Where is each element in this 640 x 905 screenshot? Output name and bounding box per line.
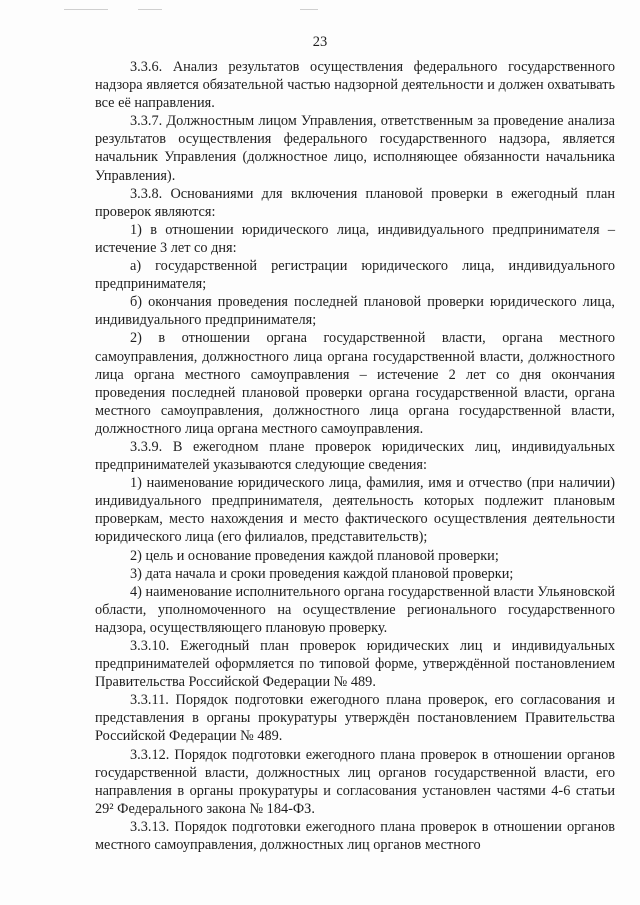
paragraph-text: 1) в отношении юридического лица, индивидуального предпринимателя – истечение 3 лет со дня: [95, 221, 615, 256]
paragraph-text: 2) в отношении органа государственной власти, органа местного самоуправления, должностного лица органа государственной власти, должностного лица органа местного самоуправления – истечение 2 лет со дня окончания проведения последней плановой проверки органа государственной власти, органа местного самоуправления, должностного лица органа государственной власти, должностного лица органа местного самоуправления. [95, 330, 615, 437]
paragraph-text: б) окончания проведения последней плановой проверки юридического лица, индивидуального предпринимателя; [95, 294, 615, 329]
paragraph [95, 293, 615, 329]
scan-artifact [138, 9, 162, 10]
paragraph [95, 637, 615, 691]
document-body [95, 58, 615, 854]
paragraph [95, 438, 615, 474]
clause-number: 3.3.10. [130, 638, 181, 654]
paragraph [95, 565, 615, 583]
paragraph [95, 691, 615, 745]
paragraph-text: а) государственной регистрации юридического лица, индивидуального предпринимателя; [95, 258, 615, 293]
paragraph [95, 58, 615, 112]
paragraph [95, 474, 615, 546]
paragraph [95, 185, 615, 221]
paragraph-text: 1) наименование юридического лица, фамилия, имя и отчество (при наличии) индивидуального предпринимателя, деятельность которых подлежит плановым проверкам, место нахождения и место фактического осуществления деятельности юридического лица (его филиалов, представительств); [95, 475, 615, 546]
paragraph-text: 4) наименование исполнительного органа государственной власти Ульяновской области, уполномоченного на осуществление регионального государственного надзора, осуществляющего плановую проверку. [95, 583, 615, 636]
paragraph-text: Порядок подготовки ежегодного плана проверок, его согласования и представления в органы прокуратуры утверждён постановлением Правительства Российской Федерации № 489. [95, 692, 615, 745]
clause-number: 3.3.7. [130, 113, 167, 130]
clause-number: 3.3.9. [130, 438, 173, 455]
paragraph-text: 2) цель и основание проведения каждой плановой проверки; [130, 547, 499, 564]
scan-artifact [300, 9, 318, 10]
paragraph [95, 547, 615, 565]
paragraph-text: Ежегодный план проверок юридических лиц и индивидуальных предпринимателей оформляется по типовой форме, утверждённой постановлением Правительства Российской Федерации № 489. [95, 638, 616, 691]
paragraph-text: Анализ результатов осуществления федерального государственного надзора является обязательной частью надзорной деятельности и должен охватывать все её направления. [95, 59, 615, 112]
paragraph [95, 746, 615, 818]
paragraph [95, 818, 615, 854]
clause-number: 3.3.6. [130, 59, 173, 75]
clause-number: 3.3.12. [130, 746, 175, 763]
page-number: 23 [312, 34, 328, 50]
paragraph-text: 3) дата начала и сроки проведения каждой плановой проверки; [130, 565, 514, 582]
paragraph-text: Порядок подготовки ежегодного плана проверок в отношении органов государственной власти, должностных лиц органов государственной власти, его направления в органы прокуратуры и согласования установлен частями 4-6 статьи 29² Федерального закона № 184-ФЗ. [95, 746, 615, 817]
paragraph [95, 329, 615, 438]
scan-artifact [64, 9, 108, 10]
clause-number: 3.3.11. [130, 692, 176, 709]
clause-number: 3.3.13. [130, 818, 175, 835]
paragraph [95, 112, 615, 184]
paragraph-text: В ежегодном плане проверок юридических лиц, индивидуальных предпринимателей указываются следующие сведения: [95, 438, 615, 474]
paragraph-text: Порядок подготовки ежегодного плана проверок в отношении органов местного самоуправления, должностных лиц органов местного [95, 818, 615, 854]
paragraph [95, 257, 615, 293]
paragraph-text: Основаниями для включения плановой проверки в ежегодный план проверок являются: [95, 185, 615, 220]
paragraph [95, 221, 615, 257]
clause-number: 3.3.8. [130, 185, 171, 202]
paragraph-text: Должностным лицом Управления, ответственным за проведение анализа результатов осуществления федерального государственного надзора, является начальник Управления (должностное лицо, исполняющее обязанности начальника Управления). [95, 113, 615, 184]
paragraph [95, 583, 615, 637]
